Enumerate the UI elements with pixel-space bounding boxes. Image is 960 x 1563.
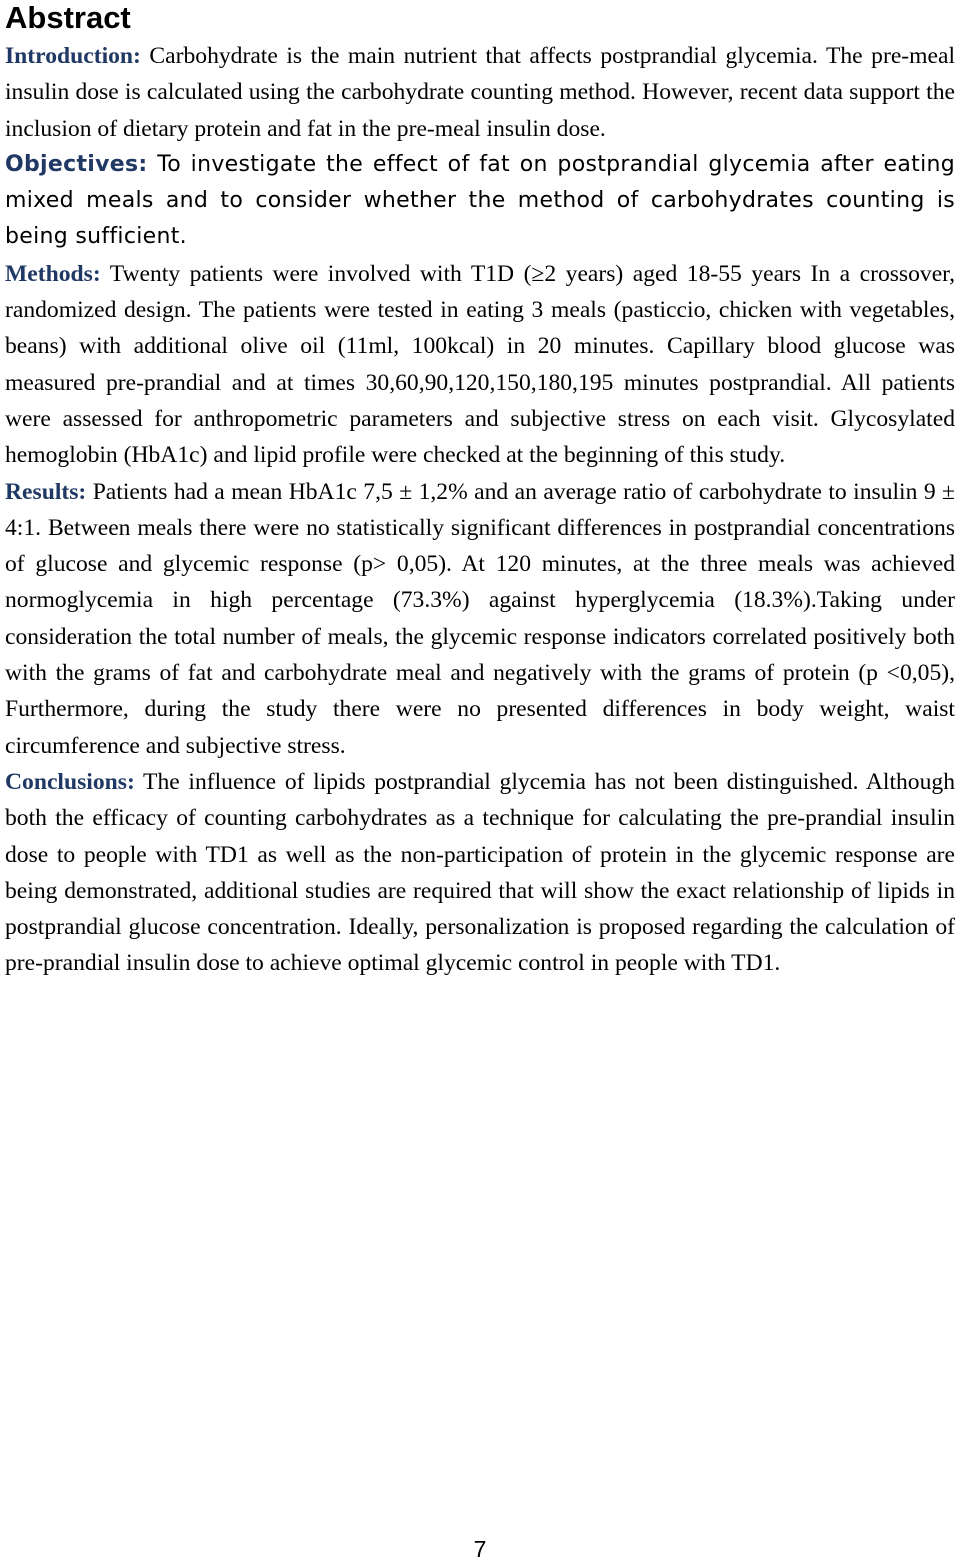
- objectives-paragraph: [5, 147, 955, 256]
- objectives-label: Objectives:: [5, 151, 148, 177]
- results-text: Patients had a mean HbA1c 7,5 ± 1,2% and an average ratio of carbohydrate to insulin 9 ± 4:1. Between meals there were no statistically significant differences in postprandial concentrations of glucose and glycemic response (p> 0,05). At 120 minutes, at the three meals was achieved normoglycemia in high percentage (73.3%) against hyperglycemia (18.3%).Taking under consideration the total number of meals, the glycemic response indicators correlated positively both with the grams of fat and carbohydrate meal and negatively with the grams of protein (p <0,05), Furthermore, during the study there were no presented differences in body weight, waist circumference and subjective stress.: [5, 478, 955, 759]
- conclusions-paragraph: [5, 764, 955, 982]
- objectives-text: To investigate the effect of fat on postprandial glycemia after eating mixed meals and to consider whether the method of carbohydrates counting is being sufficient.: [5, 151, 955, 250]
- methods-text: Twenty patients were involved with T1D (≥2 years) aged 18-55 years In a crossover, randomized design. The patients were tested in eating 3 meals (pasticcio, chicken with vegetables, beans) with additional olive oil (11ml, 100kcal) in 20 minutes. Capillary blood glucose was measured pre-prandial and at times 30,60,90,120,150,180,195 minutes postprandial. All patients were assessed for anthropometric parameters and subjective stress on each visit. Glycosylated hemoglobin (HbA1c) and lipid profile were checked at the beginning of this study.: [5, 260, 955, 469]
- results-paragraph: [5, 474, 955, 764]
- conclusions-text: The influence of lipids postprandial glycemia has not been distinguished. Although both the efficacy of counting carbohydrates as a technique for calculating the pre-prandial insulin dose to people with TD1 as well as the non-participation of protein in the glycemic response are being demonstrated, additional studies are required that will show the exact relationship of lipids in postprandial glucose concentration. Ideally, personalization is proposed regarding the calculation of pre-prandial insulin dose to achieve optimal glycemic control in people with TD1.: [5, 768, 955, 977]
- methods-paragraph: [5, 256, 955, 474]
- abstract-page: [5, 0, 955, 982]
- results-label: Results:: [5, 478, 87, 505]
- abstract-heading: Abstract: [5, 0, 131, 35]
- introduction-paragraph: [5, 38, 955, 147]
- conclusions-label: Conclusions:: [5, 768, 135, 795]
- methods-label: Methods:: [5, 260, 101, 287]
- page-number: 7: [473, 1536, 487, 1562]
- introduction-text: Carbohydrate is the main nutrient that affects postprandial glycemia. The pre-meal insulin dose is calculated using the carbohydrate counting method. However, recent data support the inclusion of dietary protein and fat in the pre-meal insulin dose.: [5, 43, 955, 142]
- introduction-label: Introduction:: [5, 43, 141, 69]
